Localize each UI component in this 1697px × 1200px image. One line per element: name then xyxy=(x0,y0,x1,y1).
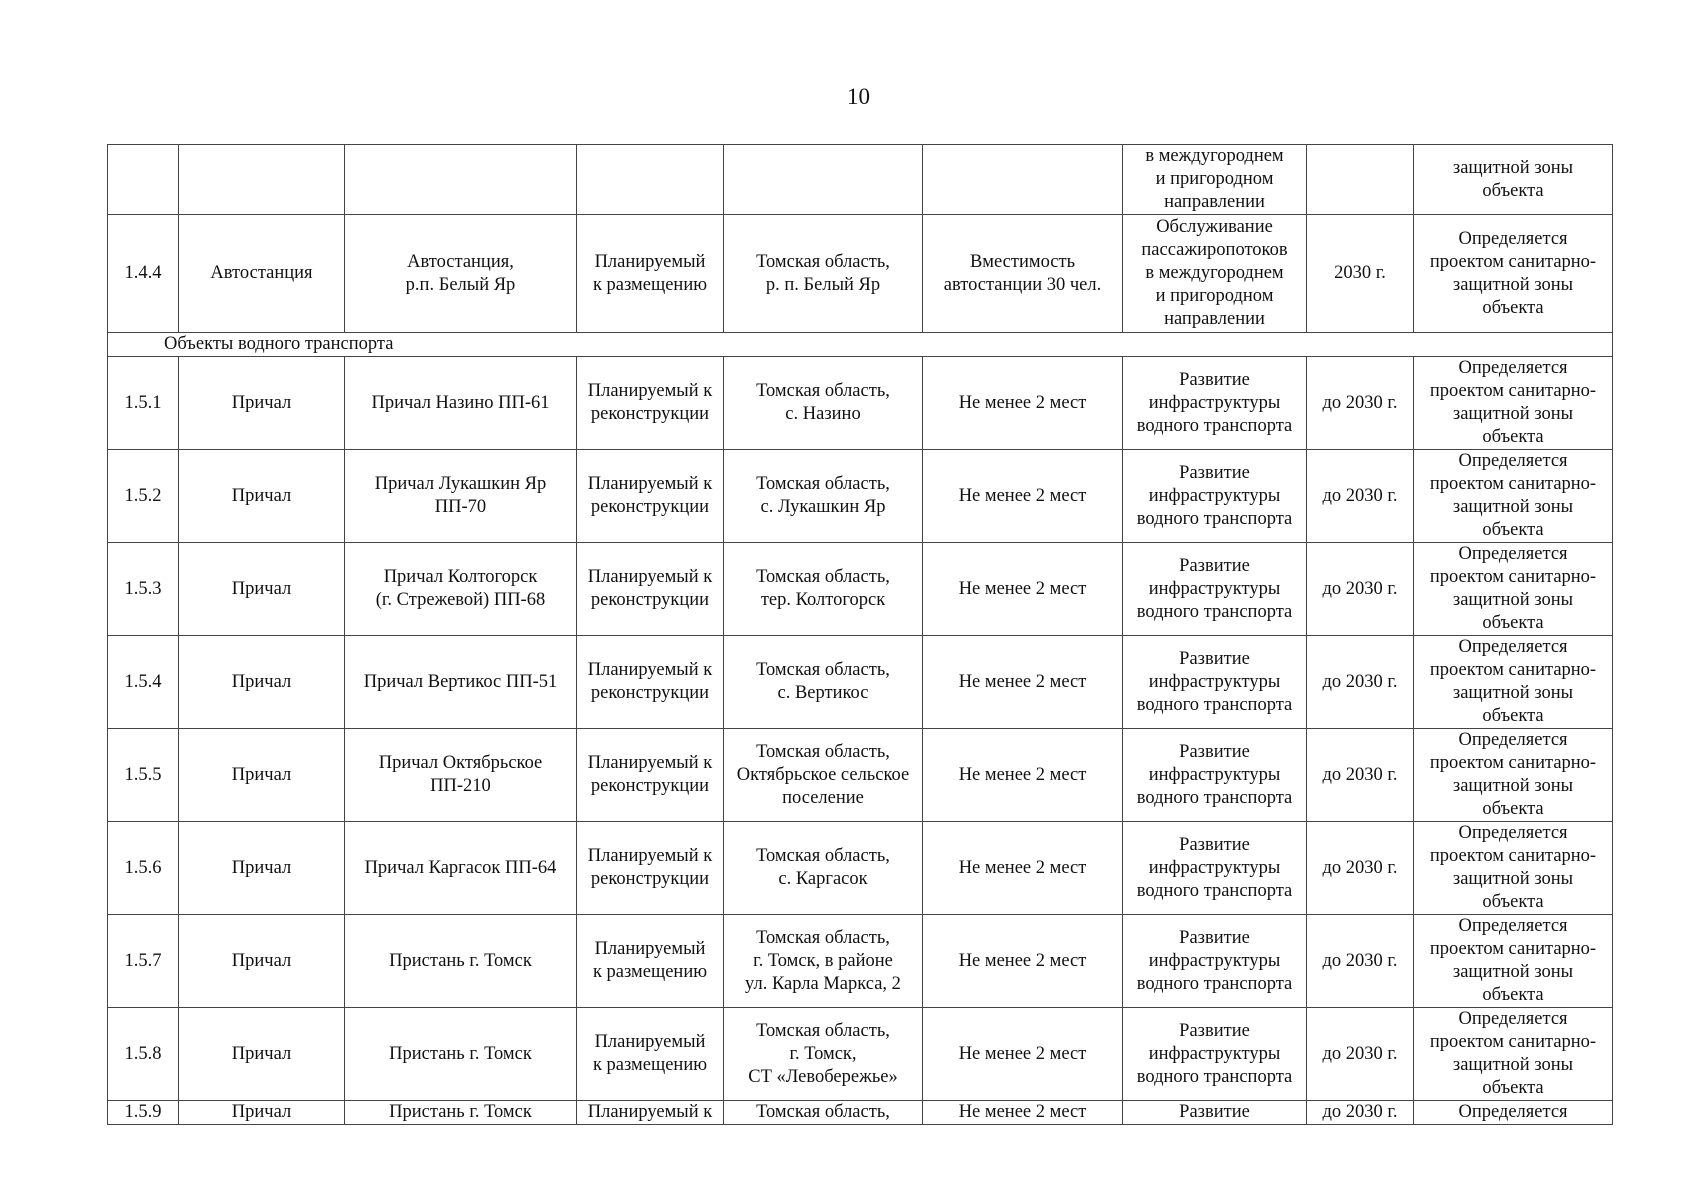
cell-object-purpose: Развитие инфраструктуры водного транспорта xyxy=(1123,636,1307,729)
table-row xyxy=(108,915,1613,1008)
cell-object-purpose: Обслуживание пассажиропотоков в междугороднем и пригородном направлении xyxy=(1123,215,1307,333)
table-row xyxy=(108,215,1613,333)
cell-object-location: Томская область, р. п. Белый Яр xyxy=(724,215,923,333)
cell-object-type: Причал xyxy=(179,729,345,822)
cell-object-location xyxy=(724,145,923,215)
cell-object-deadline: до 2030 г. xyxy=(1307,543,1414,636)
cell-object-deadline: до 2030 г. xyxy=(1307,636,1414,729)
cell-object-deadline: 2030 г. xyxy=(1307,215,1414,333)
cell-object-status: Планируемый к размещению xyxy=(577,215,724,333)
cell-object-purpose: Развитие инфраструктуры водного транспорта xyxy=(1123,543,1307,636)
cell-row-number: 1.5.3 xyxy=(108,543,179,636)
cell-object-status: Планируемый к реконструкции xyxy=(577,543,724,636)
cell-object-zone: Определяется проектом санитарно- защитной зоны объекта xyxy=(1414,822,1613,915)
cell-row-number: 1.5.5 xyxy=(108,729,179,822)
table-row xyxy=(108,1101,1613,1125)
cell-object-type: Причал xyxy=(179,822,345,915)
cell-object-capacity: Не менее 2 мест xyxy=(923,915,1123,1008)
table-body xyxy=(108,145,1613,1125)
cell-object-capacity: Не менее 2 мест xyxy=(923,1101,1123,1125)
cell-object-capacity: Не менее 2 мест xyxy=(923,822,1123,915)
cell-object-capacity: Вместимость автостанции 30 чел. xyxy=(923,215,1123,333)
cell-row-number: 1.4.4 xyxy=(108,215,179,333)
cell-object-capacity: Не менее 2 мест xyxy=(923,357,1123,450)
cell-object-type: Причал xyxy=(179,357,345,450)
cell-object-location: Томская область, г. Томск, СТ «Левобережье» xyxy=(724,1008,923,1101)
cell-object-name: Причал Каргасок ПП-64 xyxy=(345,822,577,915)
objects-table xyxy=(107,144,1613,1125)
cell-object-capacity: Не менее 2 мест xyxy=(923,1008,1123,1101)
cell-row-number: 1.5.8 xyxy=(108,1008,179,1101)
cell-object-zone: Определяется проектом санитарно- защитной зоны объекта xyxy=(1414,915,1613,1008)
cell-object-purpose: Развитие инфраструктуры водного транспорта xyxy=(1123,822,1307,915)
cell-object-type: Причал xyxy=(179,450,345,543)
cell-object-zone: Определяется проектом санитарно- защитной зоны объекта xyxy=(1414,215,1613,333)
cell-object-name: Причал Лукашкин Яр ПП-70 xyxy=(345,450,577,543)
cell-object-name: Автостанция, р.п. Белый Яр xyxy=(345,215,577,333)
cell-object-name xyxy=(345,145,577,215)
cell-object-deadline: до 2030 г. xyxy=(1307,357,1414,450)
cell-object-status: Планируемый к реконструкции xyxy=(577,636,724,729)
cell-object-deadline: до 2030 г. xyxy=(1307,915,1414,1008)
cell-row-number: 1.5.2 xyxy=(108,450,179,543)
cell-object-deadline: до 2030 г. xyxy=(1307,450,1414,543)
cell-object-name: Причал Вертикос ПП-51 xyxy=(345,636,577,729)
cell-object-purpose: Развитие инфраструктуры водного транспорта xyxy=(1123,1008,1307,1101)
cell-object-location: Томская область, Октябрьское сельское поселение xyxy=(724,729,923,822)
cell-object-status: Планируемый к реконструкции xyxy=(577,357,724,450)
cell-object-status: Планируемый к реконструкции xyxy=(577,450,724,543)
cell-row-number: 1.5.4 xyxy=(108,636,179,729)
table-row xyxy=(108,1008,1613,1101)
table-row xyxy=(108,543,1613,636)
cell-object-type: Причал xyxy=(179,543,345,636)
cell-row-number xyxy=(108,145,179,215)
cell-object-zone: Определяется проектом санитарно- защитной зоны объекта xyxy=(1414,636,1613,729)
cell-object-capacity: Не менее 2 мест xyxy=(923,450,1123,543)
cell-object-name: Причал Колтогорск (г. Стрежевой) ПП-68 xyxy=(345,543,577,636)
cell-object-deadline: до 2030 г. xyxy=(1307,729,1414,822)
cell-object-capacity: Не менее 2 мест xyxy=(923,636,1123,729)
cell-object-name: Пристань г. Томск xyxy=(345,1008,577,1101)
cell-object-zone: Определяется проектом санитарно- защитной зоны объекта xyxy=(1414,729,1613,822)
section-heading: Объекты водного транспорта xyxy=(108,333,1613,357)
cell-object-location: Томская область, г. Томск, в районе ул. Карла Маркса, 2 xyxy=(724,915,923,1008)
section-row-water-transport xyxy=(108,333,1613,357)
cell-object-location: Томская область, с. Каргасок xyxy=(724,822,923,915)
cell-object-location: Томская область, с. Назино xyxy=(724,357,923,450)
cell-object-deadline xyxy=(1307,145,1414,215)
cell-object-type: Причал xyxy=(179,636,345,729)
cell-object-purpose: Развитие xyxy=(1123,1101,1307,1125)
cell-object-name: Пристань г. Томск xyxy=(345,1101,577,1125)
cell-row-number: 1.5.9 xyxy=(108,1101,179,1125)
cell-object-name: Пристань г. Томск xyxy=(345,915,577,1008)
cell-object-capacity xyxy=(923,145,1123,215)
table-row xyxy=(108,450,1613,543)
cell-object-type: Автостанция xyxy=(179,215,345,333)
table-row xyxy=(108,822,1613,915)
cell-object-location: Томская область, с. Вертикос xyxy=(724,636,923,729)
cell-object-zone: защитной зоны объекта xyxy=(1414,145,1613,215)
cell-object-location: Томская область, xyxy=(724,1101,923,1125)
cell-object-deadline: до 2030 г. xyxy=(1307,1101,1414,1125)
cell-object-name: Причал Назино ПП-61 xyxy=(345,357,577,450)
cell-object-status: Планируемый к размещению xyxy=(577,915,724,1008)
cell-object-type: Причал xyxy=(179,915,345,1008)
cell-row-number: 1.5.7 xyxy=(108,915,179,1008)
cell-object-location: Томская область, тер. Колтогорск xyxy=(724,543,923,636)
cell-object-status: Планируемый к реконструкции xyxy=(577,822,724,915)
cell-object-status xyxy=(577,145,724,215)
table-row xyxy=(108,357,1613,450)
table-row-continuation xyxy=(108,145,1613,215)
cell-object-capacity: Не менее 2 мест xyxy=(923,543,1123,636)
cell-object-status: Планируемый к реконструкции xyxy=(577,729,724,822)
cell-object-deadline: до 2030 г. xyxy=(1307,1008,1414,1101)
cell-object-zone: Определяется проектом санитарно- защитной зоны объекта xyxy=(1414,450,1613,543)
table-row xyxy=(108,729,1613,822)
cell-object-purpose: в междугороднем и пригородном направлении xyxy=(1123,145,1307,215)
cell-row-number: 1.5.1 xyxy=(108,357,179,450)
page-number: 10 xyxy=(847,84,870,109)
cell-object-status: Планируемый к xyxy=(577,1101,724,1125)
cell-row-number: 1.5.6 xyxy=(108,822,179,915)
cell-object-purpose: Развитие инфраструктуры водного транспорта xyxy=(1123,450,1307,543)
cell-object-status: Планируемый к размещению xyxy=(577,1008,724,1101)
cell-object-zone: Определяется проектом санитарно- защитной зоны объекта xyxy=(1414,357,1613,450)
cell-object-name: Причал Октябрьское ПП-210 xyxy=(345,729,577,822)
cell-object-type: Причал xyxy=(179,1101,345,1125)
table-row xyxy=(108,636,1613,729)
cell-object-purpose: Развитие инфраструктуры водного транспорта xyxy=(1123,729,1307,822)
cell-object-capacity: Не менее 2 мест xyxy=(923,729,1123,822)
cell-object-zone: Определяется проектом санитарно- защитной зоны объекта xyxy=(1414,543,1613,636)
cell-object-type: Причал xyxy=(179,1008,345,1101)
cell-object-type xyxy=(179,145,345,215)
cell-object-purpose: Развитие инфраструктуры водного транспорта xyxy=(1123,357,1307,450)
cell-object-zone: Определяется проектом санитарно- защитной зоны объекта xyxy=(1414,1008,1613,1101)
cell-object-location: Томская область, с. Лукашкин Яр xyxy=(724,450,923,543)
cell-object-zone: Определяется xyxy=(1414,1101,1613,1125)
cell-object-deadline: до 2030 г. xyxy=(1307,822,1414,915)
cell-object-purpose: Развитие инфраструктуры водного транспорта xyxy=(1123,915,1307,1008)
